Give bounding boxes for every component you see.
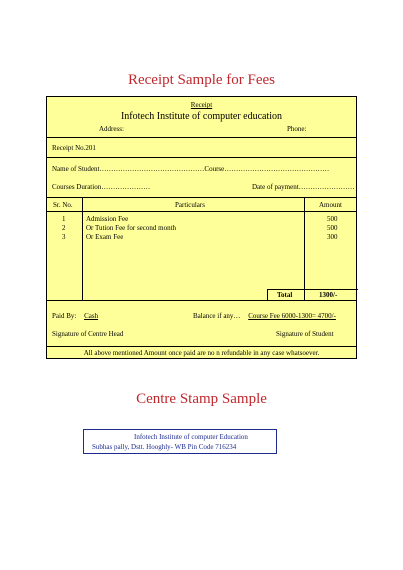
col-header-amount: Amount <box>319 201 342 209</box>
row-amount: 300 <box>327 233 338 241</box>
payment-date-field: Date of payment…………………… <box>252 183 355 191</box>
row-particular: Or Exam Fee <box>86 233 124 241</box>
total-label: Total <box>277 291 293 299</box>
row-sr: 2 <box>62 224 66 232</box>
address-label: Address: <box>99 125 124 133</box>
table-header-border <box>47 211 356 212</box>
receipt-number: Receipt No.201 <box>52 144 96 152</box>
row-particular: Or Tution Fee for second month <box>86 224 177 232</box>
row-amount: 500 <box>327 215 338 223</box>
balance-value: Course Fee 6000-1300= 4700/- <box>248 312 336 320</box>
total-value: 1300/- <box>319 291 338 299</box>
course-duration-field: Courses Duration………………… <box>52 183 151 191</box>
divider <box>47 137 356 138</box>
institute-name: Infotech Institute of computer education <box>120 111 283 122</box>
paid-by-value: Cash <box>84 312 99 320</box>
row-amount: 500 <box>327 224 338 232</box>
stamp-title: Centre Stamp Sample <box>136 391 267 407</box>
col-header-particulars: Particulars <box>175 201 205 209</box>
signature-student: Signature of Student <box>276 330 334 338</box>
table-col-divider <box>82 197 83 300</box>
stamp-line-2: Subhas pally, Dstt. Hooghly- WB Pin Code 716234 <box>92 443 237 451</box>
divider <box>47 157 356 158</box>
paid-by <box>52 312 98 320</box>
stamp-line-1: Infotech Institute of computer Education <box>134 433 248 441</box>
table-bottom-border <box>47 300 356 301</box>
table-col-divider <box>304 197 305 300</box>
divider <box>47 346 356 347</box>
balance-label: Balance if any… <box>193 312 241 320</box>
signature-centre-head: Signature of Centre Head <box>52 330 124 338</box>
refund-note: All above mentioned Amount once paid are no n refundable in any case whatsoever. <box>83 349 320 357</box>
phone-label: Phone: <box>287 125 307 133</box>
table-top-border <box>47 197 356 198</box>
student-name-field: Name of Student………………………………………Course……………………………………… <box>52 165 330 173</box>
receipt-heading: Receipt <box>190 101 213 109</box>
receipt-title: Receipt Sample for Fees <box>127 72 276 88</box>
row-sr: 3 <box>62 233 66 241</box>
col-header-sr: Sr. No. <box>53 201 73 209</box>
row-sr: 1 <box>62 215 66 223</box>
row-particular: Admission Fee <box>86 215 129 223</box>
receipt-form <box>46 96 357 359</box>
centre-stamp <box>83 429 277 454</box>
paid-by-label: Paid By: <box>52 312 77 320</box>
balance <box>193 312 336 320</box>
